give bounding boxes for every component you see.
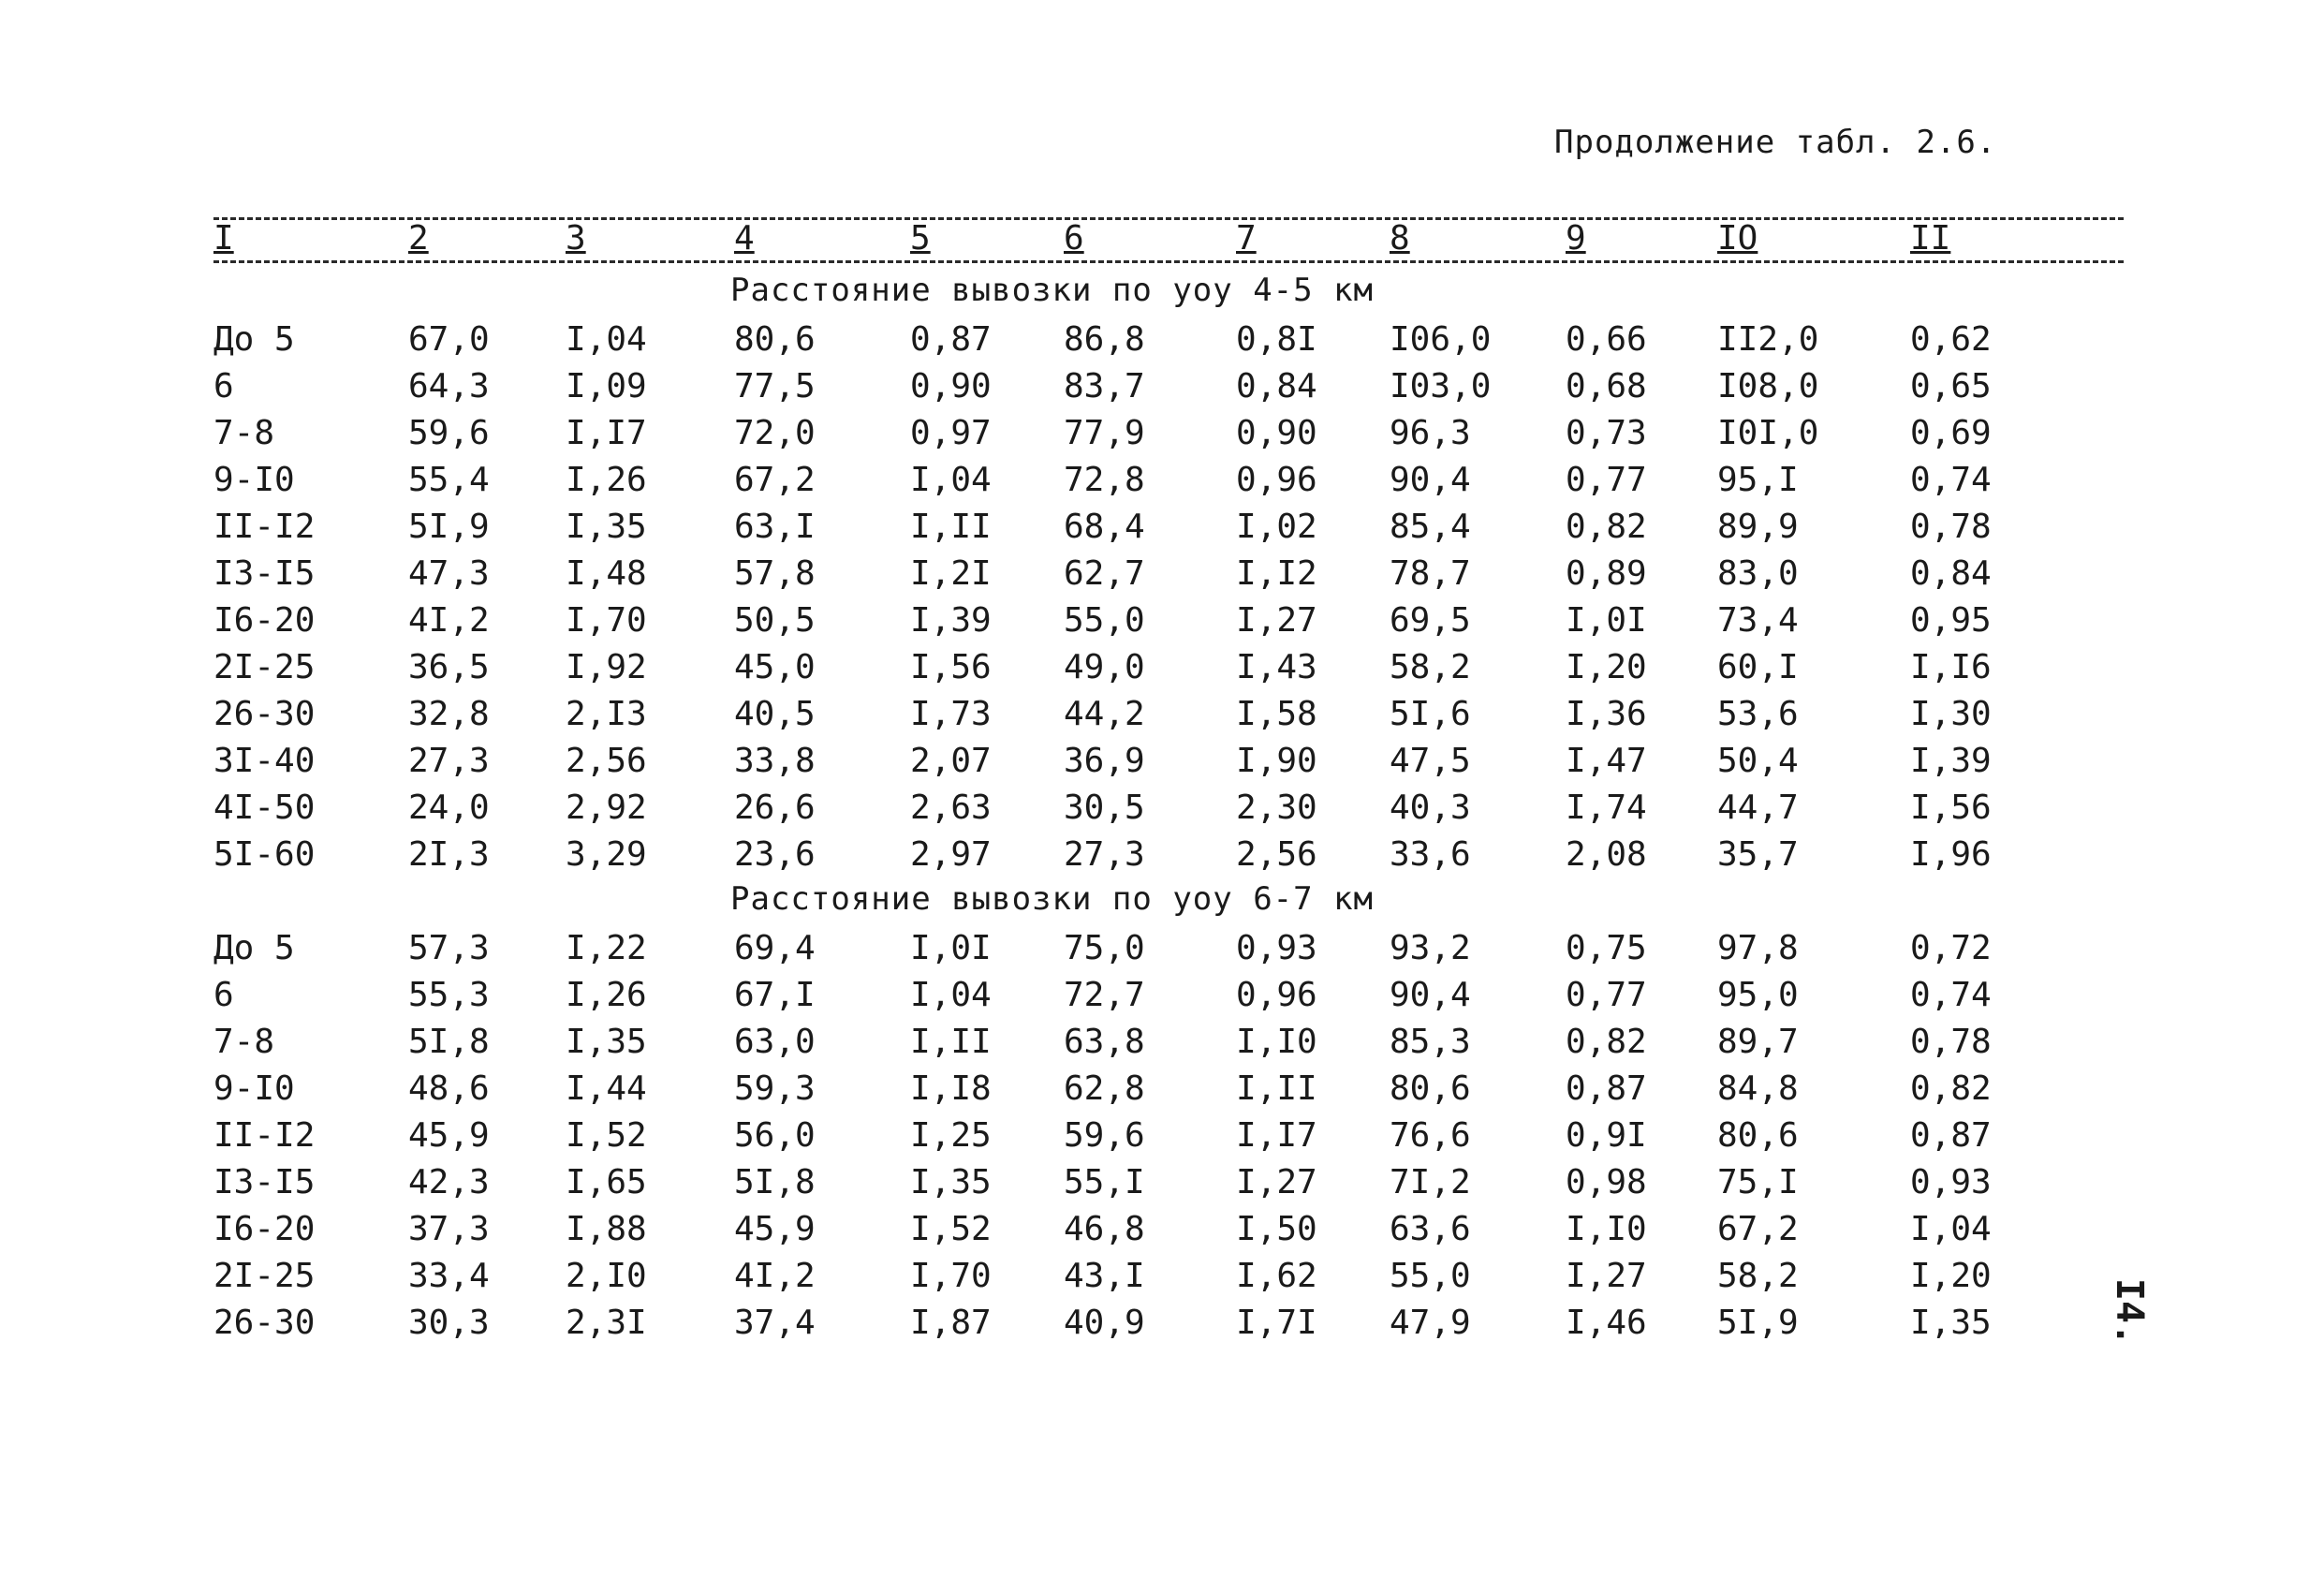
table-cell: 5I,8 [734, 1163, 816, 1201]
table-cell: 4I-50 [213, 789, 316, 827]
column-header-6: 6 [1064, 219, 1084, 258]
table-cell: 0,74 [1910, 461, 1992, 499]
table-cell: I,22 [566, 929, 647, 967]
table-cell: 2,63 [910, 789, 992, 827]
table-cell: I,90 [1236, 742, 1317, 780]
table-cell: 37,4 [734, 1304, 816, 1342]
table-cell: 53,6 [1717, 695, 1799, 733]
table-cell: 67,0 [408, 320, 490, 359]
table-cell: 0,62 [1910, 320, 1992, 359]
table-cell: I,44 [566, 1069, 647, 1108]
table-cell: 6 [213, 367, 234, 405]
table-cell: I,27 [1236, 1163, 1317, 1201]
table-cell: 55,0 [1064, 601, 1145, 640]
table-cell: I,50 [1236, 1210, 1317, 1248]
table-cell: 45,9 [734, 1210, 816, 1248]
table-cell: II-I2 [213, 1116, 316, 1155]
table-cell: 42,3 [408, 1163, 490, 1201]
table-cell: I,04 [910, 461, 992, 499]
table-cell: 55,I [1064, 1163, 1145, 1201]
table-cell: 0,97 [910, 414, 992, 452]
table-cell: 3I-40 [213, 742, 316, 780]
table-cell: 32,8 [408, 695, 490, 733]
table-cell: 36,5 [408, 648, 490, 686]
table-cell: 90,4 [1390, 976, 1471, 1014]
table-cell: 86,8 [1064, 320, 1145, 359]
table-cell: 2,08 [1566, 835, 1647, 874]
table-cell: 0,82 [1566, 1023, 1647, 1061]
table-cell: 56,0 [734, 1116, 816, 1155]
table-cell: 0,74 [1910, 976, 1992, 1014]
table-cell: 83,0 [1717, 554, 1799, 593]
table-cell: I,92 [566, 648, 647, 686]
table-cell: 35,7 [1717, 835, 1799, 874]
table-cell: 75,I [1717, 1163, 1799, 1201]
table-cell: 68,4 [1064, 508, 1145, 546]
table-cell: 63,8 [1064, 1023, 1145, 1061]
table-cell: 0,78 [1910, 1023, 1992, 1061]
table-cell: 40,3 [1390, 789, 1471, 827]
table-cell: I,36 [1566, 695, 1647, 733]
table-cell: 89,7 [1717, 1023, 1799, 1061]
table-row [0, 972, 2324, 1019]
table-row [0, 1159, 2324, 1206]
table-cell: 2I,3 [408, 835, 490, 874]
table-cell: 30,5 [1064, 789, 1145, 827]
table-cell: 27,3 [408, 742, 490, 780]
table-cell: 0,84 [1910, 554, 1992, 593]
table-cell: 49,0 [1064, 648, 1145, 686]
table-cell: 2I-25 [213, 1257, 316, 1295]
table-row [0, 832, 2324, 878]
table-cell: 59,3 [734, 1069, 816, 1108]
table-cell: I,02 [1236, 508, 1317, 546]
column-header-5: 5 [910, 219, 931, 258]
table-cell: 63,6 [1390, 1210, 1471, 1248]
table-cell: 72,8 [1064, 461, 1145, 499]
table-cell: 40,9 [1064, 1304, 1145, 1342]
table-cell: 0,95 [1910, 601, 1992, 640]
table-cell: I,09 [566, 367, 647, 405]
section-title: Расстояние вывозки по уоу 6-7 км [730, 880, 1375, 918]
table-cell: I6-20 [213, 601, 316, 640]
table-cell: 93,2 [1390, 929, 1471, 967]
table-row [0, 1019, 2324, 1066]
table-cell: 0,84 [1236, 367, 1317, 405]
table-cell: I,27 [1566, 1257, 1647, 1295]
table-cell: 0,90 [1236, 414, 1317, 452]
table-cell: 2,07 [910, 742, 992, 780]
table-cell: I,74 [1566, 789, 1647, 827]
column-header-4: 4 [734, 219, 755, 258]
column-header-7: 7 [1236, 219, 1257, 258]
table-cell: 48,6 [408, 1069, 490, 1108]
column-header-2: 2 [408, 219, 429, 258]
table-cell: 23,6 [734, 835, 816, 874]
table-cell: 0,69 [1910, 414, 1992, 452]
table-cell: 0,93 [1236, 929, 1317, 967]
table-cell: II2,0 [1717, 320, 1819, 359]
table-cell: 69,5 [1390, 601, 1471, 640]
table-cell: I,04 [566, 320, 647, 359]
table-cell: I,26 [566, 976, 647, 1014]
table-cell: 0,87 [1910, 1116, 1992, 1155]
table-cell: I,47 [1566, 742, 1647, 780]
table-cell: 96,3 [1390, 414, 1471, 452]
column-header-11: II [1910, 219, 1951, 258]
table-cell: I,25 [910, 1116, 992, 1155]
table-cell: 0,82 [1566, 508, 1647, 546]
table-cell: I,7I [1236, 1304, 1317, 1342]
table-cell: 80,6 [734, 320, 816, 359]
table-cell: I,39 [1910, 742, 1992, 780]
table-cell: I,2I [910, 554, 992, 593]
table-cell: 47,5 [1390, 742, 1471, 780]
table-cell: 26,6 [734, 789, 816, 827]
table-cell: I,27 [1236, 601, 1317, 640]
table-cell: 84,8 [1717, 1069, 1799, 1108]
table-cell: I,88 [566, 1210, 647, 1248]
table-cell: 78,7 [1390, 554, 1471, 593]
table-row [0, 504, 2324, 551]
column-header-9: 9 [1566, 219, 1586, 258]
table-cell: 0,66 [1566, 320, 1647, 359]
column-header-3: 3 [566, 219, 586, 258]
table-cell: 0,77 [1566, 461, 1647, 499]
table-cell: 33,4 [408, 1257, 490, 1295]
table-cell: I3-I5 [213, 554, 316, 593]
table-cell: I,87 [910, 1304, 992, 1342]
table-row [0, 410, 2324, 457]
table-cell: 50,4 [1717, 742, 1799, 780]
table-row [0, 1300, 2324, 1347]
table-cell: I,II [910, 1023, 992, 1061]
table-cell: 9-I0 [213, 461, 295, 499]
table-cell: I,73 [910, 695, 992, 733]
table-cell: 90,4 [1390, 461, 1471, 499]
table-cell: 45,0 [734, 648, 816, 686]
table-cell: 85,4 [1390, 508, 1471, 546]
table-cell: 2,30 [1236, 789, 1317, 827]
table-cell: 67,2 [1717, 1210, 1799, 1248]
table-cell: 2,97 [910, 835, 992, 874]
table-cell: 76,6 [1390, 1116, 1471, 1155]
table-cell: 59,6 [408, 414, 490, 452]
table-cell: 57,3 [408, 929, 490, 967]
table-cell: 0,77 [1566, 976, 1647, 1014]
table-cell: I3-I5 [213, 1163, 316, 1201]
table-cell: I,I8 [910, 1069, 992, 1108]
table-cell: I,I2 [1236, 554, 1317, 593]
column-header-10: IO [1717, 219, 1758, 258]
table-row [0, 691, 2324, 738]
table-cell: 4I,2 [408, 601, 490, 640]
table-cell: I,39 [910, 601, 992, 640]
table-cell: 0,65 [1910, 367, 1992, 405]
table-cell: I,43 [1236, 648, 1317, 686]
table-cell: I6-20 [213, 1210, 316, 1248]
table-cell: 63,0 [734, 1023, 816, 1061]
table-cell: 2,I3 [566, 695, 647, 733]
table-cell: I,56 [1910, 789, 1992, 827]
table-cell: До 5 [213, 320, 295, 359]
table-cell: I,0I [910, 929, 992, 967]
table-cell: I,58 [1236, 695, 1317, 733]
table-row [0, 551, 2324, 597]
table-top-rule [213, 217, 2124, 220]
table-cell: 55,0 [1390, 1257, 1471, 1295]
table-cell: 77,5 [734, 367, 816, 405]
table-cell: II-I2 [213, 508, 316, 546]
table-cell: 0,9I [1566, 1116, 1647, 1155]
table-cell: 89,9 [1717, 508, 1799, 546]
table-cell: 0,82 [1910, 1069, 1992, 1108]
table-cell: 0,87 [1566, 1069, 1647, 1108]
table-cell: 7-8 [213, 1023, 275, 1061]
table-row [0, 644, 2324, 691]
table-cell: 85,3 [1390, 1023, 1471, 1061]
table-cell: 62,7 [1064, 554, 1145, 593]
table-cell: 0,75 [1566, 929, 1647, 967]
table-row [0, 1066, 2324, 1113]
table-cell: 0,72 [1910, 929, 1992, 967]
table-cell: 6 [213, 976, 234, 1014]
table-row [0, 363, 2324, 410]
table-header-rule [213, 260, 2124, 263]
table-cell: 44,7 [1717, 789, 1799, 827]
table-cell: 3,29 [566, 835, 647, 874]
table-cell: 0,87 [910, 320, 992, 359]
table-cell: 33,8 [734, 742, 816, 780]
table-cell: 80,6 [1390, 1069, 1471, 1108]
table-cell: 9-I0 [213, 1069, 295, 1108]
table-cell: I,20 [1566, 648, 1647, 686]
table-cell: I,0I [1566, 601, 1647, 640]
table-row [0, 738, 2324, 785]
table-cell: 2,I0 [566, 1257, 647, 1295]
table-cell: 0,8I [1236, 320, 1317, 359]
table-cell: I,30 [1910, 695, 1992, 733]
column-header-1: I [213, 219, 234, 258]
table-cell: 0,96 [1236, 976, 1317, 1014]
table-cell: 59,6 [1064, 1116, 1145, 1155]
table-cell: I,26 [566, 461, 647, 499]
table-cell: 5I,9 [1717, 1304, 1799, 1342]
page-number: I4. [2108, 1277, 2152, 1347]
table-cell: 55,3 [408, 976, 490, 1014]
table-cell: До 5 [213, 929, 295, 967]
table-cell: I,70 [910, 1257, 992, 1295]
table-cell: 47,3 [408, 554, 490, 593]
table-cell: 72,7 [1064, 976, 1145, 1014]
table-cell: 95,0 [1717, 976, 1799, 1014]
table-cell: I,I6 [1910, 648, 1992, 686]
table-cell: 37,3 [408, 1210, 490, 1248]
table-row [0, 457, 2324, 504]
section-title: Расстояние вывозки по уоу 4-5 км [730, 272, 1375, 309]
table-cell: 5I-60 [213, 835, 316, 874]
table-cell: 72,0 [734, 414, 816, 452]
table-cell: I,35 [910, 1163, 992, 1201]
table-cell: I,35 [1910, 1304, 1992, 1342]
table-cell: 80,6 [1717, 1116, 1799, 1155]
table-cell: 57,8 [734, 554, 816, 593]
table-cell: 97,8 [1717, 929, 1799, 967]
column-header-8: 8 [1390, 219, 1410, 258]
table-row [0, 317, 2324, 363]
table-cell: 0,93 [1910, 1163, 1992, 1201]
table-cell: I,I0 [1236, 1023, 1317, 1061]
table-cell: I,56 [910, 648, 992, 686]
table-cell: I,52 [566, 1116, 647, 1155]
table-cell: 24,0 [408, 789, 490, 827]
table-cell: I,35 [566, 1023, 647, 1061]
table-cell: I,62 [1236, 1257, 1317, 1295]
table-row [0, 1113, 2324, 1159]
table-cell: 69,4 [734, 929, 816, 967]
table-cell: 77,9 [1064, 414, 1145, 452]
table-cell: I,96 [1910, 835, 1992, 874]
table-cell: 2,92 [566, 789, 647, 827]
table-cell: 0,96 [1236, 461, 1317, 499]
table-cell: I,II [910, 508, 992, 546]
table-cell: 36,9 [1064, 742, 1145, 780]
table-cell: 50,5 [734, 601, 816, 640]
table-cell: 67,2 [734, 461, 816, 499]
table-cell: 0,78 [1910, 508, 1992, 546]
table-cell: 30,3 [408, 1304, 490, 1342]
table-row [0, 1206, 2324, 1253]
table-cell: I,70 [566, 601, 647, 640]
table-cell: I,I7 [566, 414, 647, 452]
table-cell: 73,4 [1717, 601, 1799, 640]
table-cell: 5I,6 [1390, 695, 1471, 733]
table-cell: I03,0 [1390, 367, 1492, 405]
table-cell: I,II [1236, 1069, 1317, 1108]
table-caption: Продолжение табл. 2.6. [1554, 124, 1997, 161]
table-cell: 83,7 [1064, 367, 1145, 405]
table-cell: I,52 [910, 1210, 992, 1248]
table-cell: I,35 [566, 508, 647, 546]
table-cell: I,04 [1910, 1210, 1992, 1248]
table-cell: 27,3 [1064, 835, 1145, 874]
table-cell: 95,I [1717, 461, 1799, 499]
table-cell: 43,I [1064, 1257, 1145, 1295]
table-cell: I,46 [1566, 1304, 1647, 1342]
table-cell: 33,6 [1390, 835, 1471, 874]
table-cell: 67,I [734, 976, 816, 1014]
table-cell: 58,2 [1390, 648, 1471, 686]
table-cell: 5I,8 [408, 1023, 490, 1061]
table-cell: 2,56 [1236, 835, 1317, 874]
table-cell: 0,89 [1566, 554, 1647, 593]
table-cell: 2I-25 [213, 648, 316, 686]
table-cell: 60,I [1717, 648, 1799, 686]
table-cell: 64,3 [408, 367, 490, 405]
table-cell: I,48 [566, 554, 647, 593]
table-cell: I,65 [566, 1163, 647, 1201]
table-cell: 5I,9 [408, 508, 490, 546]
table-cell: 2,3I [566, 1304, 647, 1342]
table-cell: 55,4 [408, 461, 490, 499]
table-cell: I,I7 [1236, 1116, 1317, 1155]
table-cell: 2,56 [566, 742, 647, 780]
table-cell: 0,98 [1566, 1163, 1647, 1201]
table-cell: 62,8 [1064, 1069, 1145, 1108]
table-cell: 58,2 [1717, 1257, 1799, 1295]
table-cell: I,04 [910, 976, 992, 1014]
table-cell: I,I0 [1566, 1210, 1647, 1248]
table-cell: 0,73 [1566, 414, 1647, 452]
table-cell: I0I,0 [1717, 414, 1819, 452]
table-cell: 7-8 [213, 414, 275, 452]
table-row [0, 925, 2324, 972]
table-cell: 0,68 [1566, 367, 1647, 405]
table-cell: 4I,2 [734, 1257, 816, 1295]
table-cell: 0,90 [910, 367, 992, 405]
table-cell: 44,2 [1064, 695, 1145, 733]
table-cell: 63,I [734, 508, 816, 546]
table-cell: I06,0 [1390, 320, 1492, 359]
table-cell: 47,9 [1390, 1304, 1471, 1342]
table-cell: 7I,2 [1390, 1163, 1471, 1201]
table-cell: 75,0 [1064, 929, 1145, 967]
table-cell: 26-30 [213, 1304, 316, 1342]
table-cell: I,20 [1910, 1257, 1992, 1295]
table-row [0, 597, 2324, 644]
table-cell: 45,9 [408, 1116, 490, 1155]
table-row [0, 1253, 2324, 1300]
table-cell: I08,0 [1717, 367, 1819, 405]
table-cell: 46,8 [1064, 1210, 1145, 1248]
table-cell: 26-30 [213, 695, 316, 733]
table-row [0, 785, 2324, 832]
table-cell: 40,5 [734, 695, 816, 733]
